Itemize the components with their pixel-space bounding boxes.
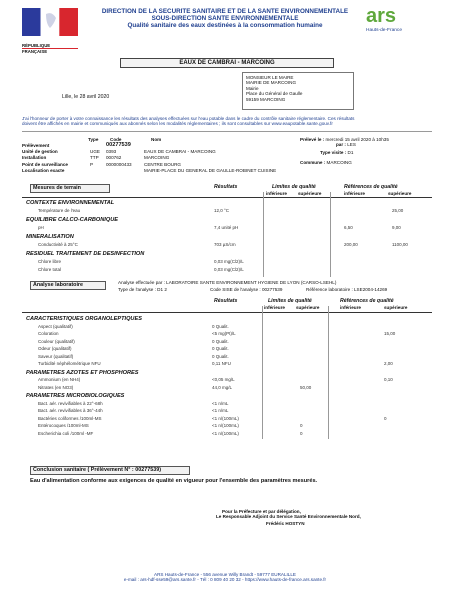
par-value: LES — [347, 142, 356, 148]
param-ref-inf: 200,00 — [344, 241, 358, 247]
section-title: MINERALISATION — [26, 234, 74, 240]
param-result: 0 Qualit. — [212, 353, 229, 359]
info-nom: EAUX DE CAMBRAI - MARCOING — [144, 149, 216, 155]
divider — [22, 131, 432, 132]
info-row — [22, 167, 277, 174]
param-name: pH — [38, 224, 44, 230]
commune-value: MARCOING — [326, 160, 352, 166]
param-result: <1 n/(100mL) — [212, 415, 239, 421]
terrain-col-results: Résultats — [214, 184, 238, 190]
param-name: Couleur (qualitatif) — [38, 338, 75, 344]
param-name: Odeur (qualitatif) — [38, 346, 72, 351]
param-ref-sup: 25,00 — [392, 207, 404, 213]
param-lim-sup: 0 — [300, 430, 303, 436]
republique-label-bottom: FRANÇAISE — [22, 48, 78, 54]
table-row — [0, 267, 450, 275]
info-block — [22, 142, 277, 174]
param-name: Saveur (qualitatif) — [38, 353, 74, 359]
param-name: Ammonium (en NH4) — [38, 377, 81, 382]
terrain-rule — [22, 197, 432, 198]
ars-logo — [366, 6, 432, 46]
signature-line-1: Pour la Préfecture et par délégation, — [222, 509, 301, 514]
info-code: 000762 — [106, 155, 122, 161]
param-name: Entérocoques /100ml-MS — [38, 423, 89, 428]
labo-line-3: Code SISE de l'analyse : 00277539 — [210, 287, 283, 292]
terrain-lim-sup: supérieure — [298, 191, 322, 196]
header-title-2: SOUS-DIRECTION SANTE ENVIRONNEMENTALE — [151, 15, 299, 23]
param-name: Escherichia coli /100ml -MF — [38, 430, 94, 436]
labo-col-refs: Références de qualité — [340, 298, 394, 304]
signature-line-2: Le Responsable Adjoint du Service Santé Environnementale Nord, — [216, 514, 361, 520]
table-row — [0, 225, 450, 233]
param-name: Turbidité néphélométrique NFU — [38, 361, 101, 366]
param-name: Bact. aér. revivifiables à 36°-44h — [38, 408, 103, 413]
ars-region-text: Hauts-de-France — [366, 28, 402, 33]
info-head-nom: Nom — [151, 137, 162, 142]
section-title: CARACTERISTIQUES ORGANOLEPTIQUES — [26, 316, 142, 322]
labo-lim-sup: supérieure — [296, 305, 320, 310]
header-titles — [80, 8, 370, 30]
place-date: Lille, le 28 avril 2020 — [62, 94, 110, 100]
param-name: Nitrates (en NO3) — [38, 384, 74, 390]
right-info — [300, 137, 440, 166]
labo-col-limits: Limites de qualité — [268, 298, 312, 304]
commune-label: Commune : — [300, 160, 326, 166]
param-result: <5 mg(Pt)/L — [212, 331, 236, 336]
info-label: Installation — [22, 155, 47, 161]
param-result: <1 n/(100mL) — [212, 430, 239, 436]
conclusion-box-header: Conclusion sanitaire ( Prélèvement N° : 00277539) — [30, 466, 190, 475]
info-label: Point de surveillance — [22, 161, 68, 167]
prelev-label: Prélevé le : — [300, 137, 325, 142]
param-ref-sup: 15,00 — [384, 331, 396, 336]
param-result: <1 n/(100mL) — [212, 423, 239, 428]
footer-line-2: e-mail : ars-hdf-sse59@ars.sante.fr - Tél : 0 809 40 20 32 - https://www.hauts-de-france.ars.sante.fr — [123, 577, 327, 583]
recipient-line: Mairie — [246, 85, 259, 91]
param-result: <0,05 mg/L — [212, 377, 235, 382]
info-type: UGE — [90, 149, 100, 155]
param-result: <1 n/mL — [212, 408, 229, 413]
visite-label: Type visite : — [320, 149, 347, 155]
param-result: 12,0 °C — [214, 207, 230, 213]
intro-text — [22, 116, 432, 127]
table-row — [0, 361, 450, 369]
info-code: 0393 — [106, 149, 117, 155]
labo-ref-inf: inférieure — [340, 305, 361, 310]
labo-rule — [22, 312, 432, 313]
section-title: RESIDUEL TRAITEMENT DE DESINFECTION — [26, 251, 145, 257]
recipient-box — [242, 72, 354, 110]
signature-block — [216, 509, 436, 526]
param-result: <1 n/mL — [212, 400, 229, 406]
section-title: PARAMETRES AZOTES ET PHOSPHORES — [26, 369, 139, 376]
info-nom: MARCOING — [144, 155, 170, 161]
param-ref-sup: 1100,00 — [392, 241, 408, 247]
recipient-line: MONSIEUR LE MAIRE — [246, 75, 294, 80]
prelev-value: mercredi 15 avril 2020 à 10h35 — [325, 137, 389, 142]
labo-box-header: Analyse laboratoire — [30, 281, 106, 290]
column-rule — [262, 306, 263, 439]
info-code: 00277539 — [106, 142, 131, 148]
labo-line-1: Analyse effectuée par : LABORATOIRE SANTE ENVIRONNEMENT HYGIENE DE LYON (CARSO-LSEHL) — [118, 280, 337, 285]
param-result: 703 µS/cm — [214, 241, 236, 247]
section-title: EQUILIBRE CALCO-CARBONIQUE — [26, 217, 118, 223]
visite-value: D1 — [347, 149, 354, 155]
info-nom: MAIRIE-PLACE DU GENERAL DE GAULLE-ROBINET CUISINE — [144, 167, 277, 173]
recipient-line: MAIRIE DE MARCOING — [246, 80, 297, 86]
param-result: 7,4 unité pH — [214, 224, 239, 230]
param-name: Coloration — [38, 331, 59, 336]
info-head-code: Code — [110, 137, 122, 142]
doc-title: EAUX DE CAMBRAI - MARCOING — [120, 58, 334, 68]
info-type: TTP — [90, 155, 99, 161]
param-ref-inf: 6,50 — [344, 224, 353, 230]
labo-line-2: Type de l'analyse : D1 2 — [118, 287, 167, 292]
labo-line-4: Référence laboratoire : LSE2004-14269 — [306, 287, 388, 292]
terrain-box-header: Mesures de terrain — [30, 184, 110, 193]
recipient-line: Place du Général de Gaulle — [246, 91, 303, 97]
signature-name: Frédéric HOSTYN — [266, 520, 305, 526]
param-name: Bact. aér. revivifiables à 22°-68h — [38, 400, 103, 406]
recipient-line: 59159 MARCOING — [246, 96, 286, 102]
info-nom: CENTRE BOURG — [144, 161, 182, 167]
terrain-lim-inf: inférieure — [266, 191, 287, 196]
labo-col-results: Résultats — [214, 298, 238, 304]
param-result: 0,03 mg(Cl2)/L — [214, 267, 244, 272]
republique-logo — [22, 8, 78, 55]
footer-line-1: ARS Hauts-de-France - 556 avenue Willy Brandt - 59777 EURALILLE — [154, 572, 296, 577]
column-rule — [263, 192, 264, 277]
footer — [0, 572, 450, 583]
param-ref-sup: 2,00 — [384, 361, 393, 366]
labo-lim-inf: inférieure — [264, 305, 285, 310]
table-row — [0, 208, 450, 216]
terrain-col-limits: Limites de qualité — [272, 184, 316, 190]
param-result: 0,03 mg(Cl2)/L — [214, 258, 244, 264]
param-name: Aspect (qualitatif) — [38, 323, 73, 329]
ars-logo-text: ars — [366, 5, 397, 27]
param-ref-sup: 9,00 — [392, 224, 401, 230]
param-ref-sup: 0,10 — [384, 377, 393, 382]
param-result: 0 Qualit. — [212, 323, 229, 329]
header-title-1: DIRECTION DE LA SECURITE SANITAIRE ET DE LA SANTE ENVIRONNEMENTALE — [101, 8, 349, 15]
info-label: Localisation exacte — [22, 167, 65, 173]
column-rule — [330, 192, 331, 277]
intro-line: doivent être affichés en mairie et communiqués aux abonnés selon les modalités réglementaires ; ils sont consultables sur www.eaupotable.sante.gouv.fr — [22, 121, 333, 127]
table-row — [0, 259, 450, 267]
table-row — [0, 431, 450, 439]
marianne-logo-icon — [22, 8, 78, 38]
param-lim-sup: 50,00 — [300, 384, 312, 390]
table-row — [0, 385, 450, 393]
param-name: Température de l'eau — [38, 207, 81, 213]
terrain-col-refs: Références de qualité — [344, 184, 398, 190]
param-result: 44,0 mg/L — [212, 384, 233, 390]
param-name: Chlore libre — [38, 258, 62, 264]
info-head-type: Type — [88, 137, 99, 142]
param-ref-sup: 0 — [384, 415, 387, 421]
info-code: 0000000433 — [106, 161, 132, 167]
param-result: 0 Qualit. — [212, 346, 229, 351]
param-lim-sup: 0 — [300, 423, 303, 428]
info-label: Prélèvement — [22, 143, 50, 148]
param-name: Conductivité à 25°C — [38, 241, 78, 247]
table-row — [0, 242, 450, 250]
info-label: Unité de gestion — [22, 149, 58, 155]
republique-label-top: RÉPUBLIQUE — [22, 43, 51, 48]
intro-line: J'ai l'honneur de porter à votre connaissance les résultats des analyses effectuées sur l'eau potable dans le cadre du contrôle sanitaire réglementaire. Ces résultats — [22, 116, 355, 121]
info-type: P — [90, 161, 94, 167]
param-name: Bactéries coliformes /100ml-MS — [38, 415, 102, 421]
header-title-3: Qualité sanitaire des eaux destinées à la consommation humaine — [127, 22, 323, 30]
par-label: par : — [336, 142, 346, 148]
conclusion-text: Eau d'alimentation conforme aux exigences de qualité en vigueur pour l'ensemble des paramètres mesurés. — [30, 478, 318, 484]
param-result: 0,11 NFU — [212, 361, 231, 366]
terrain-ref-sup: supérieure — [388, 191, 412, 196]
labo-ref-sup: supérieure — [384, 305, 408, 310]
param-result: 0 Qualit. — [212, 338, 229, 344]
section-title: CONTEXTE ENVIRONNEMENTAL — [26, 200, 115, 206]
terrain-ref-inf: inférieure — [344, 191, 365, 196]
section-title: PARAMETRES MICROBIOLOGIQUES — [26, 393, 125, 399]
param-name: Chlore total — [38, 267, 62, 272]
column-rule — [328, 306, 329, 439]
